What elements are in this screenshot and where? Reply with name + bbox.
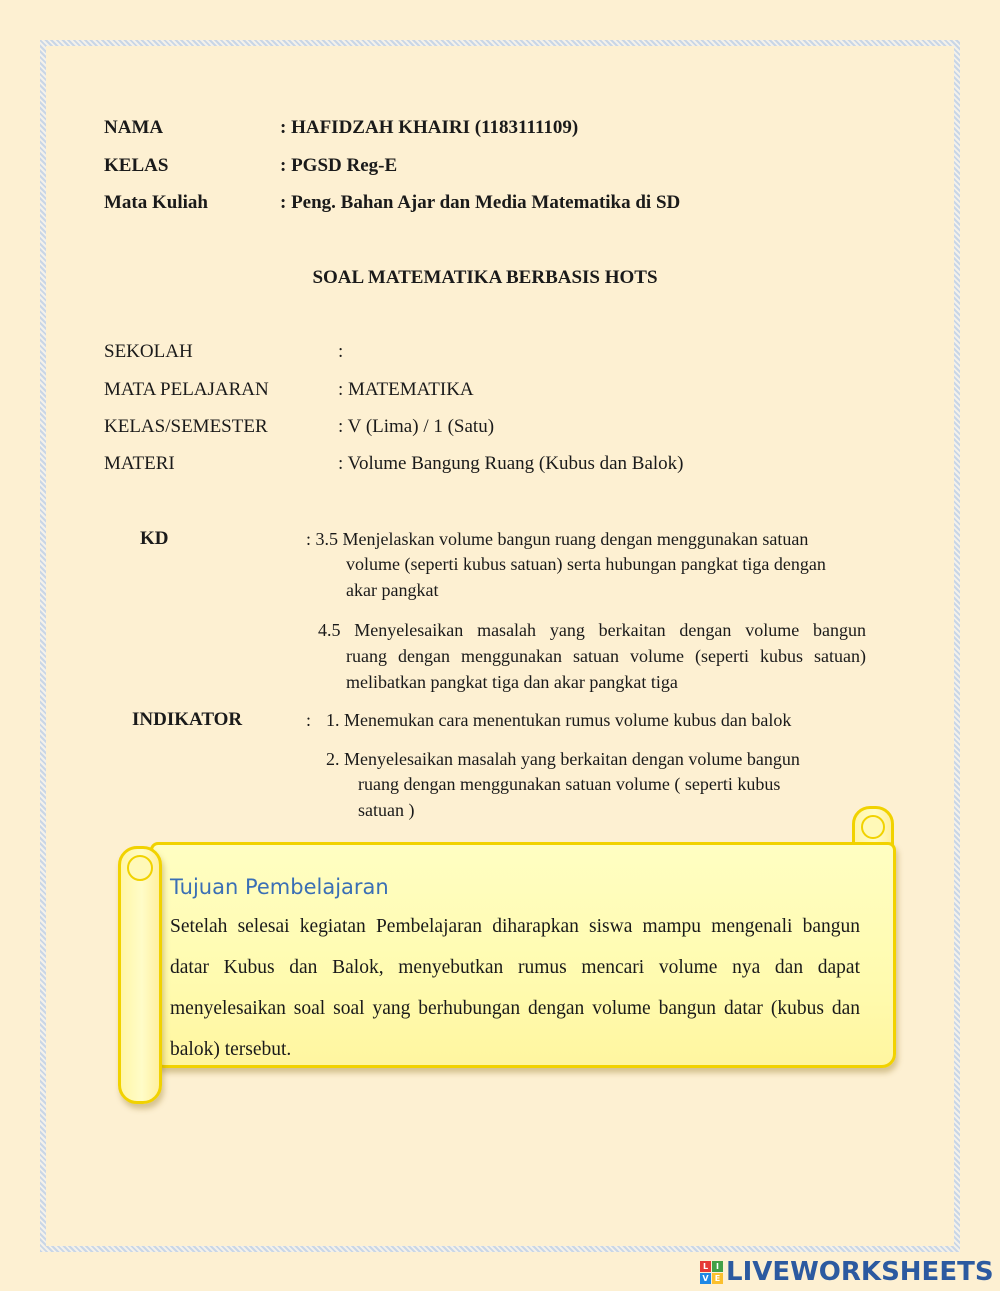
logo-mark-i: I: [712, 1261, 723, 1272]
mapel-label: MATA PELAJARAN: [104, 379, 269, 400]
mapel-value: : MATEMATIKA: [338, 379, 474, 400]
kelas-value: : PGSD Reg-E: [280, 155, 398, 176]
liveworksheets-mark-icon: [700, 1261, 723, 1284]
tujuan-text: Setelah selesai kegiatan Pembelajaran diharapkan siswa mampu mengenali bangun datar Kubus dan Balok, menyebutkan rumus mencari volume nya dan dapat menyelesaikan soal soal yang berhubungan dengan volume bangun datar (kubus dan balok) tersebut.: [170, 916, 860, 1060]
indikator-colon: :: [306, 710, 312, 730]
liveworksheets-logo[interactable]: [700, 1257, 994, 1287]
logo-mark-e: E: [712, 1273, 723, 1284]
kd-item-2-line-1: 4.5 Menyelesaikan masalah yang berkaitan dengan volume bangun: [318, 620, 866, 640]
scroll-curl-left: [127, 855, 153, 881]
kd-item-2-line-2: ruang dengan menggunakan satuan volume (seperti kubus satuan): [346, 646, 866, 666]
indikator-label: INDIKATOR: [132, 709, 243, 730]
materi-value: : Volume Bangung Ruang (Kubus dan Balok): [338, 453, 684, 474]
sekolah-label: SEKOLAH: [104, 341, 193, 362]
scroll-roll-left: [118, 846, 162, 1104]
page-title: SOAL MATEMATIKA BERBASIS HOTS: [312, 267, 658, 288]
logo-mark-l: L: [700, 1261, 711, 1272]
liveworksheets-text: LIVEWORKSHEETS: [726, 1257, 994, 1287]
kd-item-1-line-3: akar pangkat: [346, 580, 439, 600]
indikator-item-2-line-2: ruang dengan menggunakan satuan volume ( seperti kubus: [358, 774, 781, 794]
nama-value: : HAFIDZAH KHAIRI (1183111109): [280, 117, 579, 138]
logo-mark-v: V: [700, 1273, 711, 1284]
indikator-item-2-line-1: 2. Menyelesaikan masalah yang berkaitan dengan volume bangun: [326, 749, 800, 769]
kd-item-1-line-1: : 3.5 Menjelaskan volume bangun ruang dengan menggunakan satuan: [306, 529, 809, 549]
kd-label: KD: [140, 528, 169, 549]
matkul-value: : Peng. Bahan Ajar dan Media Matematika di SD: [280, 192, 681, 213]
kd-item-2-line-3: melibatkan pangkat tiga dan akar pangkat tiga: [346, 672, 678, 692]
kelas-label: KELAS: [104, 155, 169, 176]
materi-label: MATERI: [104, 453, 175, 474]
nama-label: NAMA: [104, 117, 164, 138]
sekolah-value: :: [338, 341, 344, 362]
kd-item-1-line-2: volume (seperti kubus satuan) serta hubungan pangkat tiga dengan: [346, 554, 826, 574]
kelas-semester-label: KELAS/SEMESTER: [104, 416, 268, 437]
indikator-item-2-line-3: satuan ): [358, 800, 415, 820]
tujuan-heading: Tujuan Pembelajaran: [170, 875, 389, 899]
matkul-label: Mata Kuliah: [104, 192, 208, 213]
scroll-curl-right: [861, 815, 885, 839]
indikator-item-1: 1. Menemukan cara menentukan rumus volume kubus dan balok: [326, 710, 792, 730]
kelas-semester-value: : V (Lima) / 1 (Satu): [338, 416, 495, 437]
